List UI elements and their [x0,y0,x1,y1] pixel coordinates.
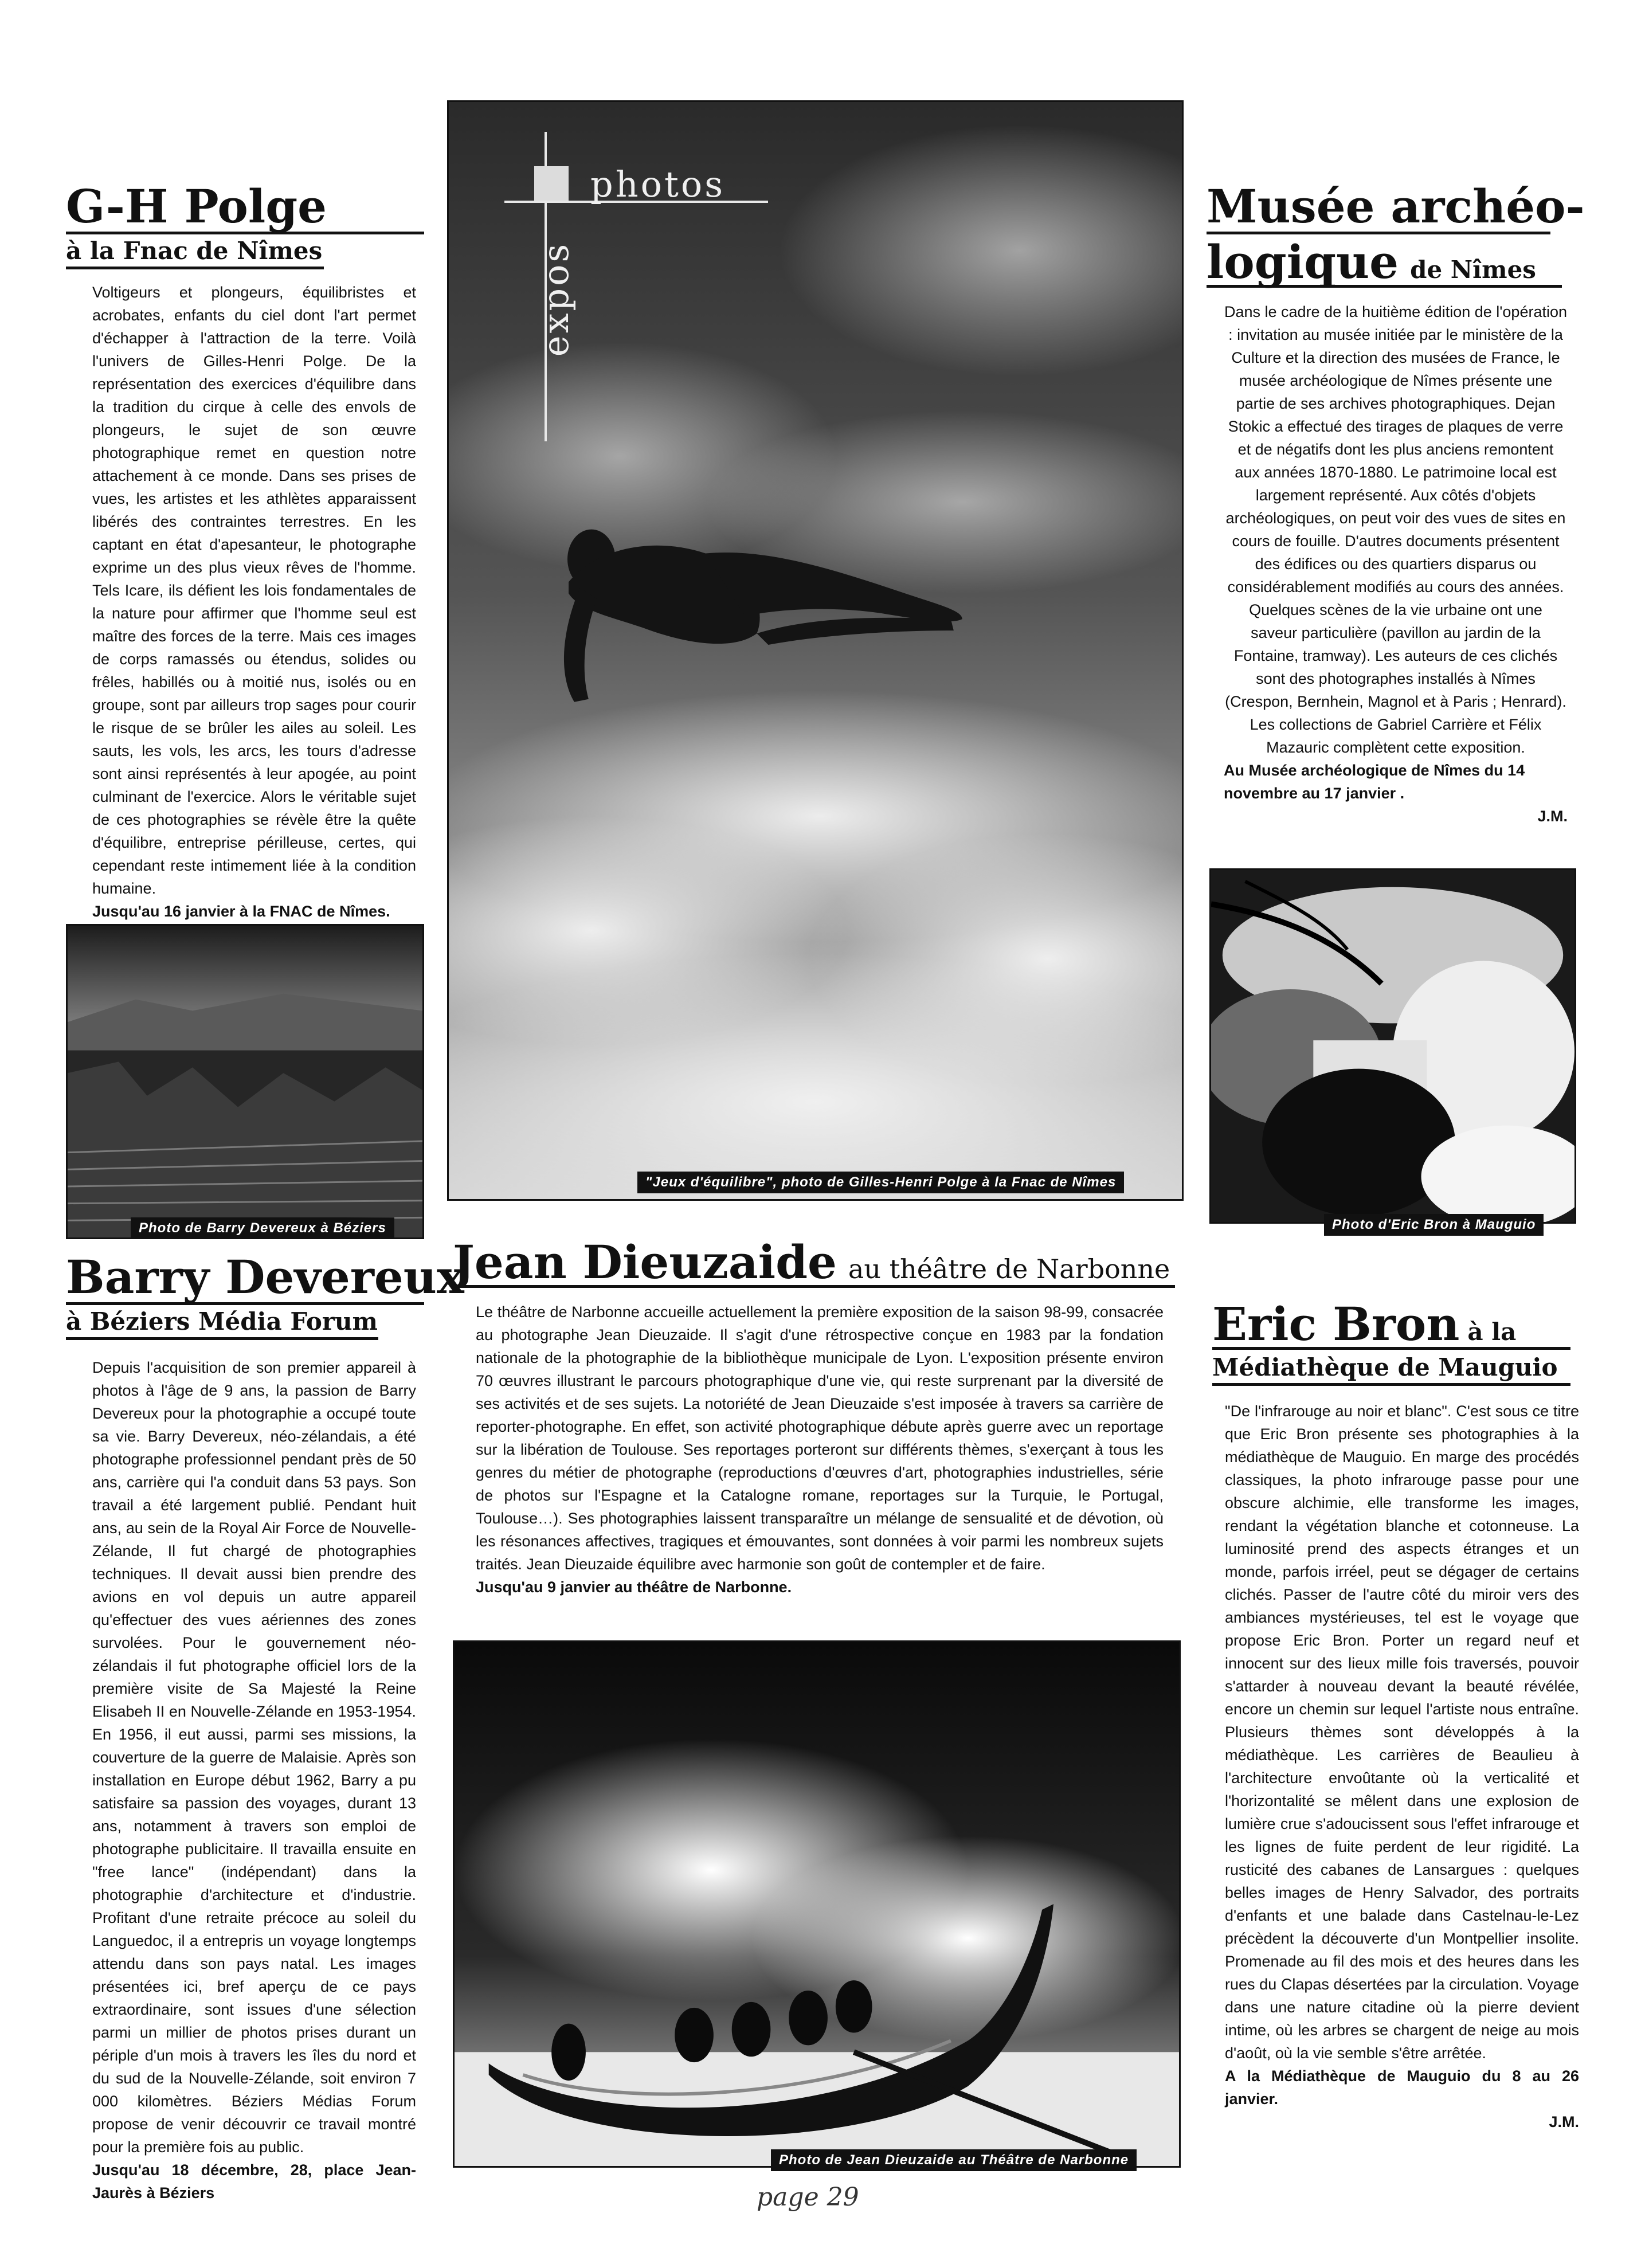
barry-subtitle: à Béziers Média Forum [66,1305,378,1340]
polge-body-wrap [66,269,424,923]
barry-body: Depuis l'acquisition de son premier appareil à photos à l'âge de 9 ans, la passion de Barry Devereux pour la photographie a occupé toute sa vie. Barry Devereux, néo-zélandais, a été photographe professionnel pendant près de 50 ans, carrière qui l'a conduit dans 53 pays. Son travail a été largement publié. Pendant huit ans, au sein de la Royal Air Force de Nouvelle-Zélande, Il fut chargé de photographies techniques. Il devait aussi bien prendre des avions en vol depuis un autre appareil qu'effectuer des vues aériennes des zones survolées. Pour le gouvernement néo-zélandais il fut photographe officiel lors de la première visite de Sa Majesté la Reine Elisabeh II en Nouvelle-Zélande en 1953-1954. En 1956, il eut aussi, parmi ses missions, la couverture de la guerre de Malaisie. Après son installation en Europe début 1962, Barry a pu satisfaire sa passion des voyages, durant 13 ans, notamment à travers son emploi de photographe publicitaire. Il travailla ensuite en "free lance" (indépendant) dans la photographie d'architecture et d'industrie. Profitant d'une retraite précoce au soleil du Languedoc, il a entrepris un voyage longtemps attendu dans son pays natal. Les images présentées ici, bref aperçu de ce pays extraordinaire, sont issues d'une sélection parmi un millier de photos prises durant un périple d'un mois à travers les îles du nord et du sud de la Nouvelle-Zélande, soit environ 7 000 kilomètres. Béziers Médias Forum propose de venir découvrir ce travail montré pour la première fois au public. [92,1359,416,2156]
musee-signature-row [1224,805,1568,828]
masthead [504,132,780,441]
jean-body: Le théâtre de Narbonne accueille actuellement la première exposition de la saison 98-99, consacrée au photographe Jean Dieuzaide. Il s'agit d'une rétrospective conçue en 1983 par la fondation nationale de la photographie de la bibliothèque municipale de Lyon. L'exposition présente environ 70 œuvres illustrant le parcours photographique d'une vie, qui reste surprenant par la diversité de ses activités et de ses sujets. La notoriété de Jean Dieuzaide s'est imposée à travers sa carrière de reporter-photographe. En effet, son activité photographique débute après guerre avec un reportage sur la libération de Toulouse. Ses reportages porteront sur différents thèmes, s'exerçant à tous les genres du métier de photographe (reproductions d'œuvres d'art, photographies industrielles, série de photos sur l'Espagne et la Catalogne romane, reportages sur la Turquie, le Portugal, Toulouse…). Ses photographies laissent transparaître un mélange de sensualité et de dévotion, où les résonances affectives, tragiques et émouvantes, sont données à voir parmi les nombreux sujets traités. Jean Dieuzaide équilibre avec harmonie son goût de contempler et de faire. [476,1303,1164,1573]
barry-photo-image [68,926,422,1237]
bron-title-suffix: à la [1467,1318,1517,1346]
jean-title-row [453,1235,1175,1289]
bron-closing: A la Médiathèque de Mauguio du 8 au 26 janvier. [1225,2067,1579,2108]
musee-body-wrap [1207,288,1568,828]
jean-body-wrap [453,1288,1186,1599]
musee-closing: Au Musée archéologique de Nîmes du 14 novembre au 17 janvier . [1224,762,1525,802]
bron-body-wrap [1212,1386,1579,2133]
barry-article [66,1250,464,2204]
masthead-square [534,166,569,201]
barry-body-wrap [66,1340,424,2204]
musee-title-line1: Musée archéo- [1207,179,1585,233]
jean-article [453,1235,1186,1599]
musee-title-line2: logique [1207,235,1399,289]
bron-photo [1209,868,1576,1224]
barry-title: Barry Devereux [66,1250,464,1304]
polge-article [66,179,424,923]
jean-closing: Jusqu'au 9 janvier au théâtre de Narbonne. [476,1578,792,1596]
bron-title-row [1212,1297,1570,1351]
bron-signature-row [1225,2110,1579,2133]
musee-article [1207,179,1585,828]
polge-subtitle: à la Fnac de Nîmes [66,234,324,269]
bron-signature: J.M. [1549,2113,1579,2130]
musee-title-row [1207,234,1562,288]
jean-photo-image [455,1642,1179,2166]
bron-title: Eric Bron [1212,1297,1460,1351]
masthead-photos: photos [590,163,726,205]
polge-closing: Jusqu'au 16 janvier à la FNAC de Nîmes. [92,903,390,920]
barry-photo-caption: Photo de Barry Devereux à Béziers [131,1217,394,1239]
polge-title: G-H Polge [66,183,424,234]
bron-body: "De l'infrarouge au noir et blanc". C'est sous ce titre que Eric Bron présente ses photographies à la médiathèque de Mauguio. En marge des procédés classiques, la photo infrarouge passe pour une obscure alchimie, elle transforme les images, rendant la végétation blanche et cotonneuse. La luminosité prend des aspects étranges et un monde, parfois irréel, peut se dégager de certains clichés. Passer de l'autre côté du miroir vers des ambiances mystérieuses, tel est le voyage que propose Eric Bron. Porter un regard neuf et innocent sur des lieux mille fois traversés, pouvoir s'attarder à nouveau devant la beauté révélée, encore un chemin sur lequel l'artiste nous entraîne. Plusieurs thèmes sont développés à la médiathèque. Les carrières de Beaulieu à l'architecture envoûtante où la verticalité et l'horizontalité se mêlent dans une explosion de lumière crue s'adoucissent sous l'effet infrarouge et les lignes de fuite perdent de leur rigidité. La rusticité des cabanes de Lansargues : quelques belles images de Henry Salvador, des portraits d'enfants et une balade dans Castelnau-le-Lez précèdent la découverte d'un Montpellier insolite. Promenade au fil des mois et des heures dans les rues du Clapas désertées par la circulation. Voyage dans une nature citadine où la pierre devient intime, où les arbres se chargent de neige au mois d'août, où la vie semble s'être arrêtée. [1225,1403,1579,2062]
masthead-expos: expos [535,241,577,357]
jean-subtitle: au théâtre de Narbonne [848,1254,1170,1284]
musee-body: Dans le cadre de la huitième édition de l'opération : invitation au musée initiée par le ministère de la Culture et la direction des musées de France, le musée archéologique de Nîmes présente une partie de ses archives photographiques. Dejan Stokic a effectué des tirages de plaques de verre et de négatifs dont les plus anciens remontent aux années 1870-1880. Le patrimoine local est largement représenté. Aux côtés d'objets archéologiques, on peut voir des vues de sites en cours de fouille. D'autres documents présentent des édifices ou des quartiers disparus ou considérablement modifiés au cours des années. Quelques scènes de la vie urbaine ont une saveur particulière (pavillon au jardin de la Fontaine, tramway). Les auteurs de ces clichés sont des photographes installés à Nîmes (Crespon, Bernhein, Magnol et à Paris ; Henrard). Les collections de Gabriel Carrière et Félix Mazauric complètent cette exposition. [1224,303,1568,756]
bron-article [1212,1297,1579,2133]
jean-title: Jean Dieuzaide [453,1235,837,1289]
bron-photo-caption: Photo d'Eric Bron à Mauguio [1324,1214,1544,1236]
jean-photo [453,1640,1181,2168]
page-number: page 29 [757,2183,859,2212]
jean-photo-caption: Photo de Jean Dieuzaide au Théâtre de Narbonne [771,2149,1137,2171]
main-photo-caption: "Jeux d'équilibre", photo de Gilles-Henri Polge à la Fnac de Nîmes [637,1172,1124,1193]
barry-photo [66,924,424,1239]
bron-photo-image [1211,870,1574,1222]
musee-subtitle: de Nîmes [1410,256,1536,284]
musee-signature: J.M. [1537,808,1568,825]
barry-closing: Jusqu'au 18 décembre, 28, place Jean-Jaurès à Béziers [92,2161,416,2202]
bron-subtitle: Médiathèque de Mauguio [1212,1350,1570,1386]
polge-body: Voltigeurs et plongeurs, équilibristes et acrobates, enfants du ciel dont l'art permet d'échapper à l'attraction de la terre. Voilà l'univers de Gilles-Henri Polge. De la représentation des exercices d'équilibre dans la tradition du cirque à celle des envols de plongeurs, le sujet de son œuvre photographique remet en question notre attachement à ce monde. Dans ses prises de vues, les artistes et les athlètes apparaissent libérés des contraintes terrestres. En les captant en état d'apesanteur, le photographe exprime un des plus vieux rêves de l'homme. Tels Icare, ils défient les lois fondamentales de la nature pour affirmer que l'homme seul est maître des forces de la terre. Mais ces images de corps ramassés ou étendus, solides ou frêles, habillés ou à moitié nus, isolés ou en groupe, sont par ailleurs trop sages pour courir le risque de se brûler les ailes au soleil. Les sauts, les vols, les arcs, les tours d'adresse sont ainsi représentés à leur apogée, au point culminant de l'exercice. Alors le véritable sujet de ces photographies se révèle être la quête d'équilibre, entreprise périlleuse, certes, qui cependant reste intimement liée à la condition humaine. [92,284,416,897]
